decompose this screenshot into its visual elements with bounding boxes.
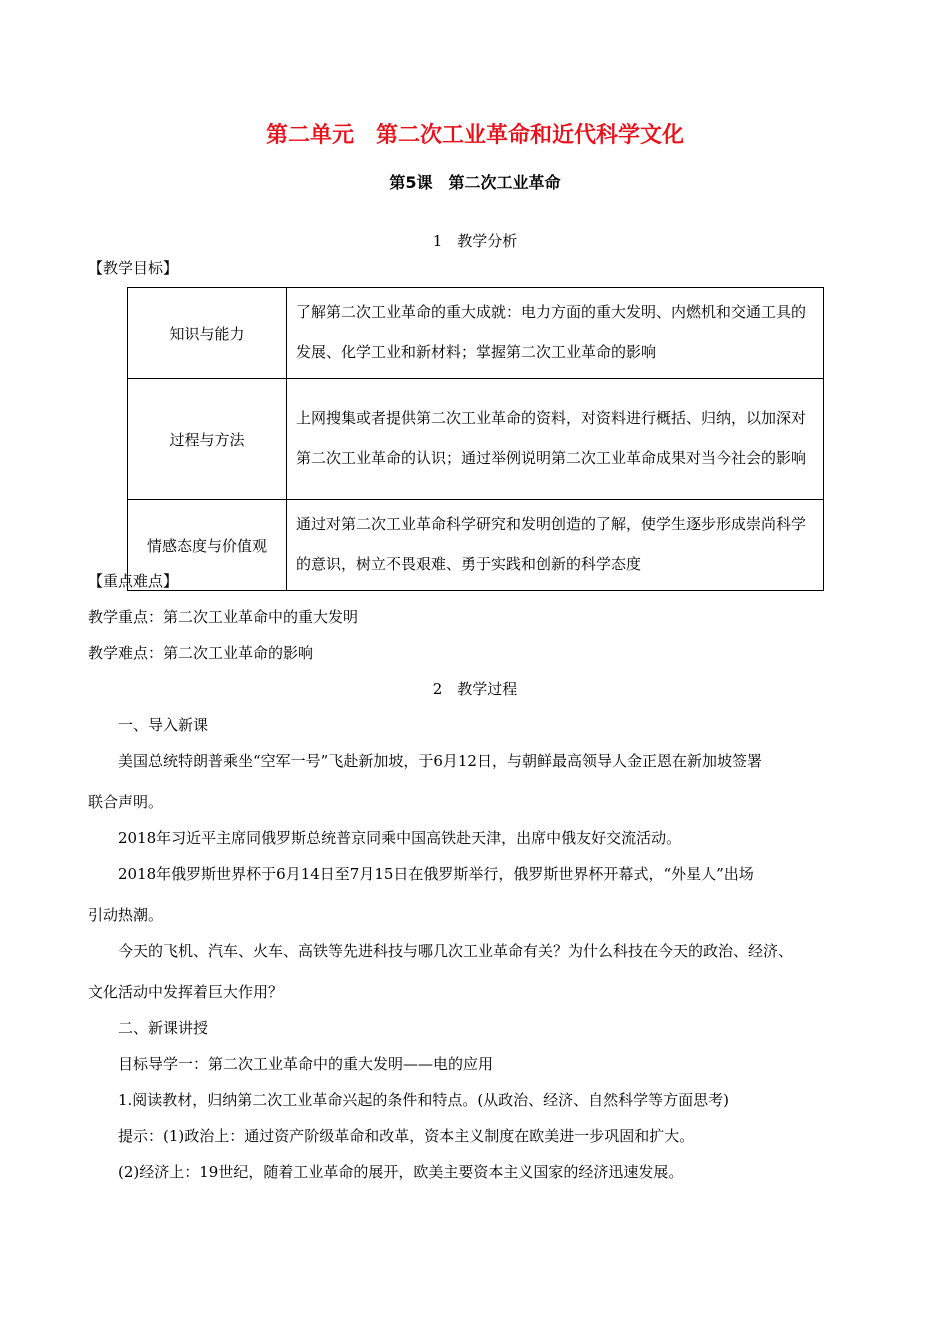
- section2-heading: 2 教学过程: [432, 680, 518, 698]
- difficult-point: 教学难点：第二次工业革命的影响: [88, 644, 314, 662]
- part1-heading: 一、导入新课: [118, 716, 209, 734]
- key-point: 教学重点：第二次工业革命中的重大发明: [88, 608, 359, 626]
- paragraph-line: 今天的飞机、汽车、火车、高铁等先进科技与哪几次工业革命有关？为什么科技在今天的政治、经济、: [118, 942, 794, 960]
- objective-category: 知识与能力: [128, 288, 287, 379]
- paragraph-line: 2018年俄罗斯世界杯于6月14日至7月15日在俄罗斯举行，俄罗斯世界杯开幕式，“外星人”出场: [118, 865, 754, 883]
- paragraph-line: 引动热潮。: [88, 906, 164, 924]
- objective-category: 情感态度与价值观: [128, 500, 287, 591]
- objective-content: 上网搜集或者提供第二次工业革命的资料，对资料进行概括、归纳，以加深对第二次工业革命的认识；通过举例说明第二次工业革命成果对当今社会的影响: [287, 379, 824, 500]
- lesson-title: 第5课 第二次工业革命: [389, 173, 561, 192]
- objective-category: 过程与方法: [128, 379, 287, 500]
- paragraph: 2018年习近平主席同俄罗斯总统普京同乘中国高铁赴天津，出席中俄友好交流活动。: [118, 829, 682, 847]
- table-row: [128, 379, 824, 500]
- table-row: [128, 288, 824, 379]
- objectives-table: [127, 287, 824, 591]
- section1-heading: 1 教学分析: [432, 232, 518, 250]
- part2-heading: 二、新课讲授: [118, 1019, 209, 1037]
- guide-heading: 目标导学一：第二次工业革命中的重大发明——电的应用: [118, 1055, 494, 1073]
- hint-line: (2)经济上：19世纪，随着工业革命的展开，欧美主要资本主义国家的经济迅速发展。: [118, 1163, 684, 1181]
- table-row: [128, 500, 824, 591]
- key-points-heading: 【重点难点】: [88, 572, 179, 590]
- paragraph-line: 美国总统特朗普乘坐“空军一号”飞赴新加坡，于6月12日，与朝鲜最高领导人金正恩在新加坡签署: [118, 752, 762, 770]
- unit-title: 第二单元 第二次工业革命和近代科学文化: [265, 123, 684, 148]
- paragraph-line: 联合声明。: [88, 793, 164, 811]
- paragraph-line: 文化活动中发挥着巨大作用？: [88, 983, 284, 1001]
- objectives-heading: 【教学目标】: [88, 259, 179, 277]
- objective-content: 通过对第二次工业革命科学研究和发明创造的了解，使学生逐步形成崇尚科学的意识，树立不畏艰难、勇于实践和创新的科学态度: [287, 500, 824, 591]
- hint-line: 提示：(1)政治上：通过资产阶级革命和改革，资本主义制度在欧美进一步巩固和扩大。: [118, 1127, 695, 1145]
- question-item: 1.阅读教材，归纳第二次工业革命兴起的条件和特点。(从政治、经济、自然科学等方面思考): [118, 1091, 730, 1109]
- objective-content: 了解第二次工业革命的重大成就：电力方面的重大发明、内燃机和交通工具的发展、化学工业和新材料；掌握第二次工业革命的影响: [287, 288, 824, 379]
